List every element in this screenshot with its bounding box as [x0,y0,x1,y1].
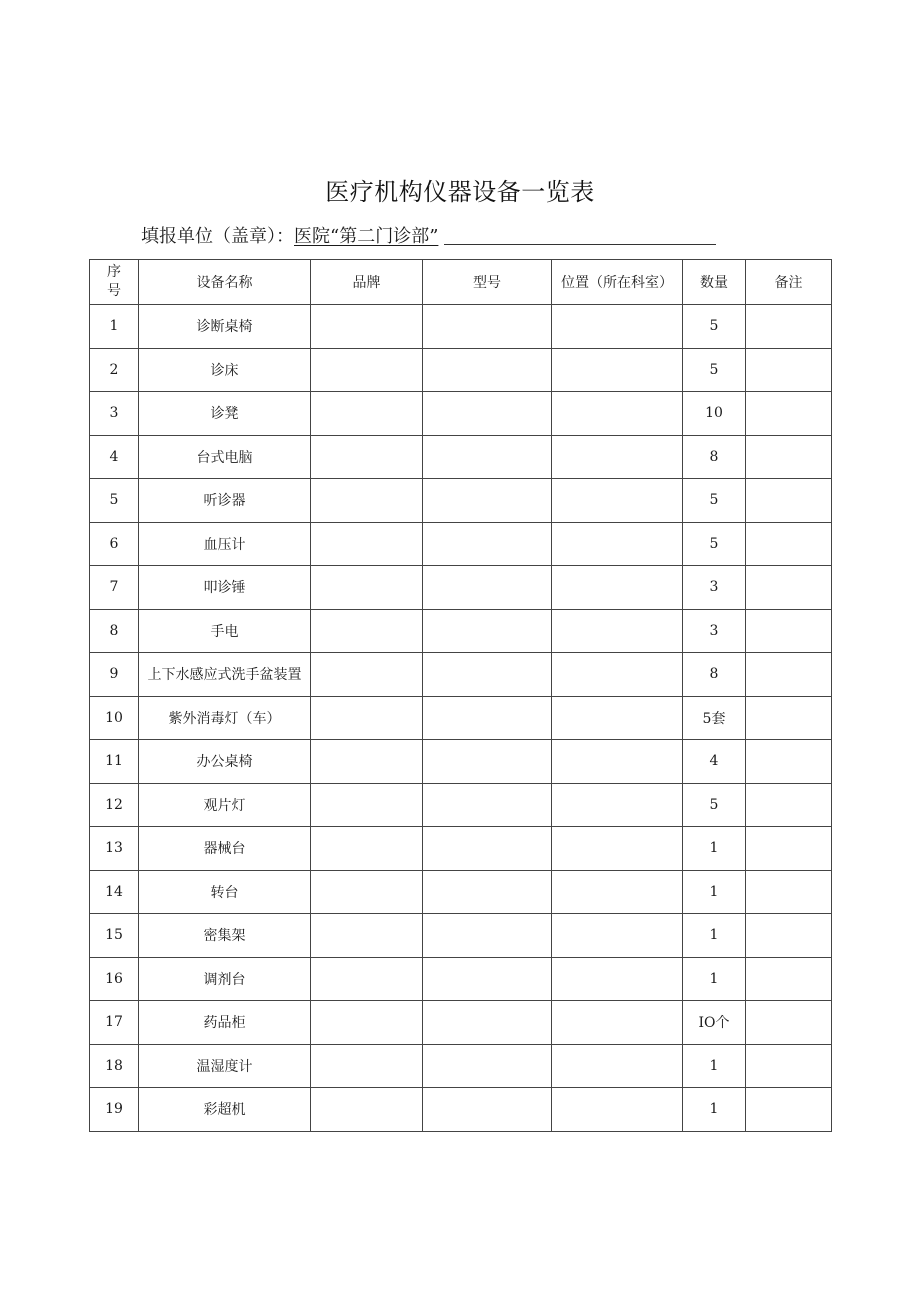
cell-location [552,566,683,610]
cell-quantity: 1 [683,1044,746,1088]
cell-brand [311,392,423,436]
filler-label: 填报单位（盖章）： [141,226,294,247]
cell-no: 7 [90,566,139,610]
filler-unit-value: 医院“第二门诊部” [294,226,439,247]
table-row [90,914,832,958]
cell-location [552,522,683,566]
cell-brand [311,566,423,610]
cell-brand [311,653,423,697]
table-row [90,392,832,436]
cell-no: 12 [90,783,139,827]
cell-quantity: 4 [683,740,746,784]
table-row [90,1001,832,1045]
table-header-row [90,260,832,305]
cell-model [423,609,552,653]
cell-no: 11 [90,740,139,784]
cell-brand [311,609,423,653]
cell-no: 6 [90,522,139,566]
cell-name: 器械台 [139,827,311,871]
cell-name: 诊床 [139,348,311,392]
cell-location [552,870,683,914]
cell-name: 诊断桌椅 [139,305,311,349]
table-row [90,696,832,740]
cell-quantity: 5 [683,479,746,523]
cell-model [423,522,552,566]
equipment-table [89,259,832,1132]
table-row [90,305,832,349]
cell-model [423,1044,552,1088]
cell-no: 2 [90,348,139,392]
cell-brand [311,1088,423,1132]
cell-model [423,479,552,523]
cell-remark [746,653,832,697]
cell-location [552,305,683,349]
cell-no: 17 [90,1001,139,1045]
cell-no: 3 [90,392,139,436]
cell-quantity: 1 [683,914,746,958]
cell-name: 手电 [139,609,311,653]
cell-name: 观片灯 [139,783,311,827]
cell-name: 密集架 [139,914,311,958]
cell-location [552,1001,683,1045]
cell-quantity: IO个 [683,1001,746,1045]
cell-remark [746,1044,832,1088]
cell-brand [311,435,423,479]
cell-location [552,653,683,697]
cell-quantity: 8 [683,653,746,697]
cell-brand [311,479,423,523]
cell-no: 16 [90,957,139,1001]
cell-no: 19 [90,1088,139,1132]
cell-quantity: 5套 [683,696,746,740]
cell-location [552,609,683,653]
header-name: 设备名称 [139,260,311,305]
cell-remark [746,305,832,349]
cell-model [423,1088,552,1132]
cell-model [423,392,552,436]
cell-name: 办公桌椅 [139,740,311,784]
cell-remark [746,1001,832,1045]
cell-model [423,827,552,871]
cell-brand [311,914,423,958]
header-remark: 备注 [746,260,832,305]
cell-location [552,827,683,871]
table-row [90,783,832,827]
table-row [90,870,832,914]
cell-brand [311,1044,423,1088]
cell-name: 血压计 [139,522,311,566]
table-row [90,653,832,697]
cell-remark [746,348,832,392]
cell-remark [746,957,832,1001]
cell-brand [311,827,423,871]
cell-location [552,696,683,740]
cell-model [423,696,552,740]
cell-quantity: 5 [683,305,746,349]
cell-quantity: 8 [683,435,746,479]
cell-remark [746,783,832,827]
cell-name: 叩诊锤 [139,566,311,610]
cell-model [423,653,552,697]
header-quantity: 数量 [683,260,746,305]
cell-remark [746,522,832,566]
header-brand: 品牌 [311,260,423,305]
cell-no: 15 [90,914,139,958]
cell-no: 10 [90,696,139,740]
cell-no: 9 [90,653,139,697]
cell-no: 4 [90,435,139,479]
table-row [90,522,832,566]
cell-name: 听诊器 [139,479,311,523]
cell-name: 调剂台 [139,957,311,1001]
cell-model [423,740,552,784]
cell-quantity: 5 [683,348,746,392]
cell-location [552,435,683,479]
cell-brand [311,957,423,1001]
cell-name: 转台 [139,870,311,914]
cell-quantity: 1 [683,870,746,914]
cell-model [423,914,552,958]
filler-unit-row [141,222,716,248]
cell-remark [746,1088,832,1132]
cell-model [423,870,552,914]
cell-location [552,392,683,436]
header-location: 位置（所在科室） [552,260,683,305]
cell-brand [311,1001,423,1045]
cell-model [423,1001,552,1045]
header-seq [90,260,139,305]
cell-location [552,1044,683,1088]
cell-brand [311,783,423,827]
cell-brand [311,870,423,914]
table-row [90,609,832,653]
header-seq-top: 序 [107,264,121,280]
cell-remark [746,479,832,523]
cell-name: 药品柜 [139,1001,311,1045]
cell-no: 5 [90,479,139,523]
cell-remark [746,435,832,479]
cell-model [423,783,552,827]
cell-name: 彩超机 [139,1088,311,1132]
cell-name: 诊凳 [139,392,311,436]
table-row [90,1088,832,1132]
cell-no: 1 [90,305,139,349]
cell-location [552,914,683,958]
cell-brand [311,348,423,392]
table-row [90,827,832,871]
cell-brand [311,305,423,349]
table-row [90,1044,832,1088]
cell-remark [746,914,832,958]
page-title: 医疗机构仪器设备一览表 [325,178,595,206]
cell-remark [746,392,832,436]
cell-model [423,566,552,610]
cell-quantity: 5 [683,783,746,827]
table-row [90,435,832,479]
cell-location [552,479,683,523]
table-row [90,479,832,523]
cell-no: 14 [90,870,139,914]
cell-brand [311,522,423,566]
cell-name: 台式电脑 [139,435,311,479]
cell-remark [746,827,832,871]
table-row [90,566,832,610]
cell-quantity: 5 [683,522,746,566]
cell-remark [746,870,832,914]
cell-location [552,1088,683,1132]
cell-remark [746,740,832,784]
cell-name: 紫外消毒灯（车） [139,696,311,740]
header-seq-bottom: 号 [107,283,121,299]
filler-blank-line [444,226,716,245]
cell-quantity: 1 [683,957,746,1001]
cell-name: 上下水感应式洗手盆装置 [139,653,311,697]
cell-quantity: 10 [683,392,746,436]
cell-brand [311,740,423,784]
cell-remark [746,609,832,653]
cell-quantity: 1 [683,1088,746,1132]
cell-model [423,435,552,479]
cell-quantity: 3 [683,566,746,610]
cell-location [552,348,683,392]
cell-location [552,957,683,1001]
cell-model [423,305,552,349]
cell-location [552,740,683,784]
cell-remark [746,696,832,740]
cell-location [552,783,683,827]
cell-name: 温湿度计 [139,1044,311,1088]
table-row [90,348,832,392]
cell-no: 13 [90,827,139,871]
cell-model [423,348,552,392]
cell-model [423,957,552,1001]
table-row [90,957,832,1001]
cell-no: 18 [90,1044,139,1088]
table-row [90,740,832,784]
cell-brand [311,696,423,740]
cell-quantity: 3 [683,609,746,653]
cell-remark [746,566,832,610]
cell-quantity: 1 [683,827,746,871]
header-model: 型号 [423,260,552,305]
cell-no: 8 [90,609,139,653]
